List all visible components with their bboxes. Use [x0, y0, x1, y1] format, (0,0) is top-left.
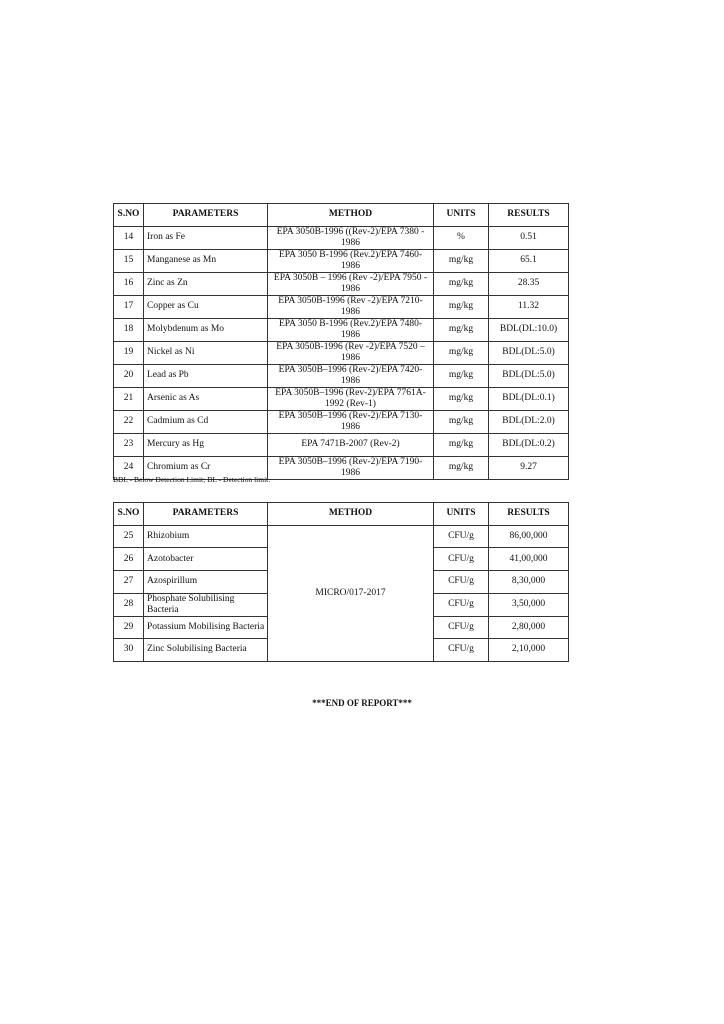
cell-unit: CFU/g [434, 548, 489, 571]
cell-result: 3,50,000 [489, 593, 569, 616]
cell-unit: CFU/g [434, 639, 489, 662]
table-row [114, 226, 569, 249]
cell-result: BDL(DL:5.0) [489, 341, 569, 364]
cell-result: BDL(DL:2.0) [489, 410, 569, 433]
cell-result: 9.27 [489, 456, 569, 479]
table-row [114, 433, 569, 456]
cell-parameter: Copper as Cu [144, 295, 268, 318]
header-sno: S.NO [114, 503, 144, 526]
cell-unit: mg/kg [434, 249, 489, 272]
cell-unit: mg/kg [434, 272, 489, 295]
cell-parameter: Phosphate Solubilising Bacteria [144, 593, 268, 616]
cell-parameter: Zinc as Zn [144, 272, 268, 295]
cell-sno: 30 [114, 639, 144, 662]
cell-method: EPA 3050B–1996 (Rev-2)/EPA 7190-1986 [268, 456, 434, 479]
cell-method: EPA 3050B–1996 (Rev-2)/EPA 7130-1986 [268, 410, 434, 433]
cell-result: 41,00,000 [489, 548, 569, 571]
cell-sno: 20 [114, 364, 144, 387]
cell-unit: CFU/g [434, 593, 489, 616]
cell-result: 11.32 [489, 295, 569, 318]
cell-method: EPA 3050B–1996 (Rev-2)/EPA 7761A-1992 (Rev-1) [268, 387, 434, 410]
cell-method: EPA 3050B–1996 (Rev-2)/EPA 7420-1986 [268, 364, 434, 387]
cell-method-merged: MICRO/017-2017 [268, 525, 434, 661]
cell-sno: 29 [114, 616, 144, 639]
cell-sno: 17 [114, 295, 144, 318]
cell-result: 65.1 [489, 249, 569, 272]
cell-unit: % [434, 226, 489, 249]
cell-unit: mg/kg [434, 295, 489, 318]
cell-unit: mg/kg [434, 433, 489, 456]
table-row [114, 525, 569, 548]
table-row [114, 341, 569, 364]
cell-method: EPA 3050B-1996 (Rev -2)/EPA 7210-1986 [268, 295, 434, 318]
cell-sno: 23 [114, 433, 144, 456]
cell-parameter: Nickel as Ni [144, 341, 268, 364]
cell-result: BDL(DL:10.0) [489, 318, 569, 341]
cell-parameter: Cadmium as Cd [144, 410, 268, 433]
cell-unit: mg/kg [434, 364, 489, 387]
cell-parameter: Iron as Fe [144, 226, 268, 249]
cell-sno: 21 [114, 387, 144, 410]
table-row [114, 410, 569, 433]
cell-parameter: Azospirillum [144, 570, 268, 593]
cell-parameter: Zinc Solubilising Bacteria [144, 639, 268, 662]
cell-sno: 24 [114, 456, 144, 479]
cell-result: 28.35 [489, 272, 569, 295]
header-sno: S.NO [114, 204, 144, 227]
metals-results-table [113, 203, 569, 480]
table-header-row [114, 204, 569, 227]
cell-sno: 19 [114, 341, 144, 364]
cell-method: EPA 3050 B-1996 (Rev.2)/EPA 7460-1986 [268, 249, 434, 272]
cell-sno: 15 [114, 249, 144, 272]
header-results: RESULTS [489, 204, 569, 227]
cell-method: EPA 3050B-1996 (Rev -2)/EPA 7520 – 1986 [268, 341, 434, 364]
table-row [114, 318, 569, 341]
footnote: BDL - Below Detection Limit; DL - Detection limit. [113, 475, 271, 484]
cell-sno: 26 [114, 548, 144, 571]
cell-sno: 22 [114, 410, 144, 433]
cell-parameter: Potassium Mobilising Bacteria [144, 616, 268, 639]
cell-sno: 25 [114, 525, 144, 548]
header-method: METHOD [268, 204, 434, 227]
table-row [114, 387, 569, 410]
table-row [114, 364, 569, 387]
cell-result: 2,80,000 [489, 616, 569, 639]
cell-parameter: Manganese as Mn [144, 249, 268, 272]
header-parameters: PARAMETERS [144, 503, 268, 526]
cell-sno: 18 [114, 318, 144, 341]
header-units: UNITS [434, 503, 489, 526]
cell-unit: CFU/g [434, 525, 489, 548]
cell-result: 0.51 [489, 226, 569, 249]
header-parameters: PARAMETERS [144, 204, 268, 227]
cell-result: BDL(DL:0.2) [489, 433, 569, 456]
cell-method: EPA 3050B-1996 ((Rev-2)/EPA 7380 - 1986 [268, 226, 434, 249]
cell-parameter: Chromium as Cr [144, 456, 268, 479]
cell-result: BDL(DL:0.1) [489, 387, 569, 410]
cell-sno: 16 [114, 272, 144, 295]
cell-result: 86,00,000 [489, 525, 569, 548]
cell-unit: mg/kg [434, 341, 489, 364]
cell-method: EPA 3050 B-1996 (Rev.2)/EPA 7480-1986 [268, 318, 434, 341]
header-results: RESULTS [489, 503, 569, 526]
cell-result: BDL(DL:5.0) [489, 364, 569, 387]
table-header-row [114, 503, 569, 526]
cell-unit: mg/kg [434, 318, 489, 341]
cell-result: 8,30,000 [489, 570, 569, 593]
cell-sno: 14 [114, 226, 144, 249]
cell-parameter: Rhizobium [144, 525, 268, 548]
cell-method: EPA 3050B – 1996 (Rev -2)/EPA 7950 - 1986 [268, 272, 434, 295]
cell-parameter: Azotobacter [144, 548, 268, 571]
table-row [114, 249, 569, 272]
header-method: METHOD [268, 503, 434, 526]
cell-unit: CFU/g [434, 570, 489, 593]
cell-result: 2,10,000 [489, 639, 569, 662]
cell-unit: mg/kg [434, 387, 489, 410]
cell-sno: 27 [114, 570, 144, 593]
cell-sno: 28 [114, 593, 144, 616]
cell-parameter: Lead as Pb [144, 364, 268, 387]
cell-unit: CFU/g [434, 616, 489, 639]
cell-parameter: Arsenic as As [144, 387, 268, 410]
cell-parameter: Mercury as Hg [144, 433, 268, 456]
table-row [114, 295, 569, 318]
end-of-report: ***END OF REPORT*** [312, 698, 412, 708]
header-units: UNITS [434, 204, 489, 227]
cell-parameter: Molybdenum as Mo [144, 318, 268, 341]
microbial-results-table [113, 502, 569, 662]
cell-unit: mg/kg [434, 456, 489, 479]
table-row [114, 272, 569, 295]
cell-method: EPA 7471B-2007 (Rev-2) [268, 433, 434, 456]
cell-unit: mg/kg [434, 410, 489, 433]
